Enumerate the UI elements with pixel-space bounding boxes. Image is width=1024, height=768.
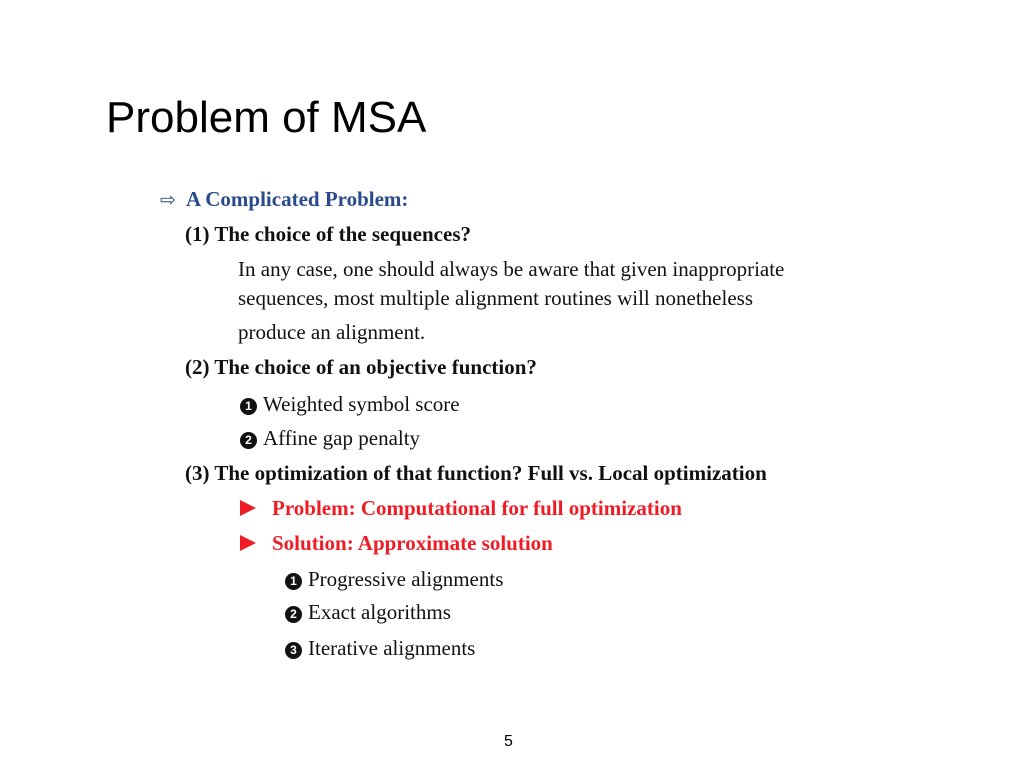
item-3-bullet-1 (285, 565, 503, 593)
circled-number-1-icon: 1 (285, 573, 302, 590)
circled-number-1-icon: 1 (240, 398, 257, 415)
red-triangle-icon (240, 500, 256, 516)
red-triangle-icon (240, 535, 256, 551)
item-3-bullet-3-text: Iterative alignments (308, 636, 476, 660)
item-3-solution (240, 529, 553, 557)
item-3-bullet-3 (285, 634, 475, 662)
right-arrow-icon: ⇨ (160, 190, 176, 211)
item-2-label: (2) The choice of an objective function? (185, 355, 537, 379)
item-3-bullet-2 (285, 598, 451, 626)
item-3-solution-text: Solution: Approximate solution (272, 531, 553, 555)
item-2-bullet-2-text: Affine gap penalty (263, 426, 421, 450)
item-2-bullet-2 (240, 424, 420, 452)
main-heading-text: A Complicated Problem: (186, 187, 409, 211)
item-3-bullet-1-text: Progressive alignments (308, 567, 504, 591)
circled-number-2-icon: 2 (285, 606, 302, 623)
circled-number-2-icon: 2 (240, 432, 257, 449)
item-3-label: (3) The optimization of that function? Full vs. Local optimization (185, 461, 767, 485)
item-1-label: (1) The choice of the sequences? (185, 222, 471, 246)
item-1-line-3: produce an alignment. (238, 320, 426, 344)
page-number: 5 (504, 733, 513, 750)
item-3-problem (240, 494, 682, 522)
slide-title: Problem of MSA (106, 93, 427, 142)
main-heading (160, 185, 408, 215)
item-1-line-1: In any case, one should always be aware that given inappropriate (238, 257, 785, 281)
item-2-bullet-1-text: Weighted symbol score (263, 392, 460, 416)
item-3-bullet-2-text: Exact algorithms (308, 600, 451, 624)
circled-number-3-icon: 3 (285, 642, 302, 659)
item-2-bullet-1 (240, 390, 460, 418)
item-3-problem-text: Problem: Computational for full optimization (272, 496, 682, 520)
item-1-line-2: sequences, most multiple alignment routines will nonetheless (238, 286, 753, 310)
